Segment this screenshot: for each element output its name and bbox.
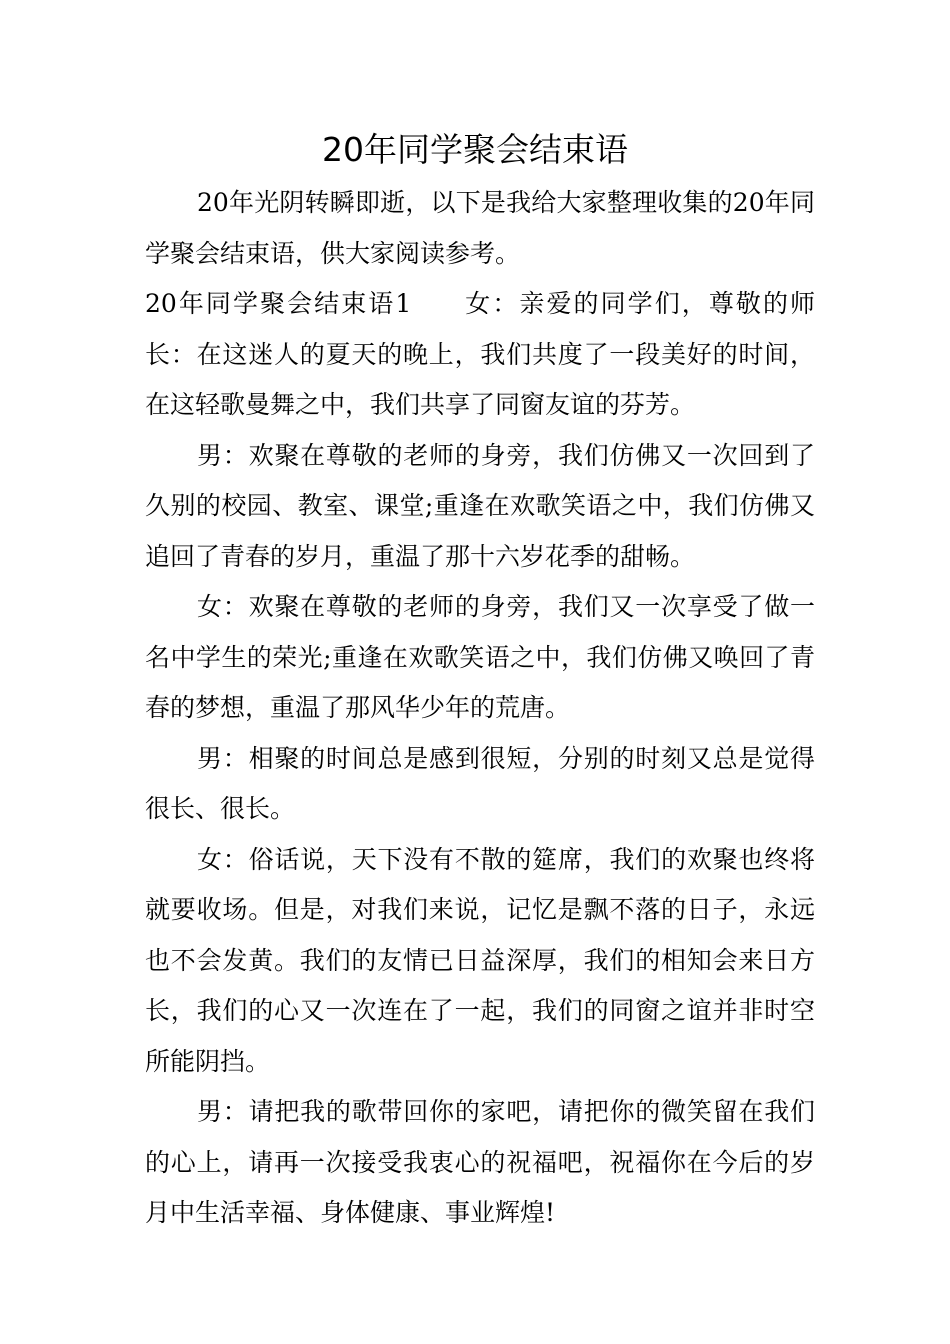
paragraph: 男：欢聚在尊敬的老师的身旁，我们仿佛又一次回到了久别的校园、教室、课堂;重逢在欢歌笑语之中，我们仿佛又追回了青春的岁月，重温了那十六岁花季的甜畅。 [145, 440, 815, 571]
section-heading: 20年同学聚会结束语1 [145, 289, 412, 318]
section-paragraph-1 [145, 279, 815, 431]
document-title: 20年同学聚会结束语 [322, 130, 628, 169]
paragraph: 男：相聚的时间总是感到很短，分别的时刻又总是觉得很长、很长。 [145, 743, 815, 823]
paragraph-text: 女：亲爱的同学们，尊敬的师长：在这迷人的夏天的晚上，我们共度了一段美好的时间，在这轻歌曼舞之中，我们共享了同窗友谊的芬芳。 [145, 289, 815, 419]
paragraph: 男：请把我的歌带回你的家吧，请把你的微笑留在我们的心上，请再一次接受我衷心的祝福吧，祝福你在今后的岁月中生活幸福、身体健康、事业辉煌! [145, 1097, 815, 1227]
document-body [145, 178, 815, 1239]
intro-paragraph: 20年光阴转瞬即逝，以下是我给大家整理收集的20年同学聚会结束语，供大家阅读参考。 [145, 188, 815, 268]
paragraph: 女：俗话说，天下没有不散的筵席，我们的欢聚也终将就要收场。但是，对我们来说，记忆是飘不落的日子，永远也不会发黄。我们的友情已日益深厚，我们的相知会来日方长，我们的心又一次连在了一起，我们的同窗之谊并非时空所能阴挡。 [145, 844, 815, 1076]
paragraph: 女：欢聚在尊敬的老师的身旁，我们又一次享受了做一名中学生的荣光;重逢在欢歌笑语之中，我们仿佛又唤回了青春的梦想，重温了那风华少年的荒唐。 [145, 592, 815, 722]
